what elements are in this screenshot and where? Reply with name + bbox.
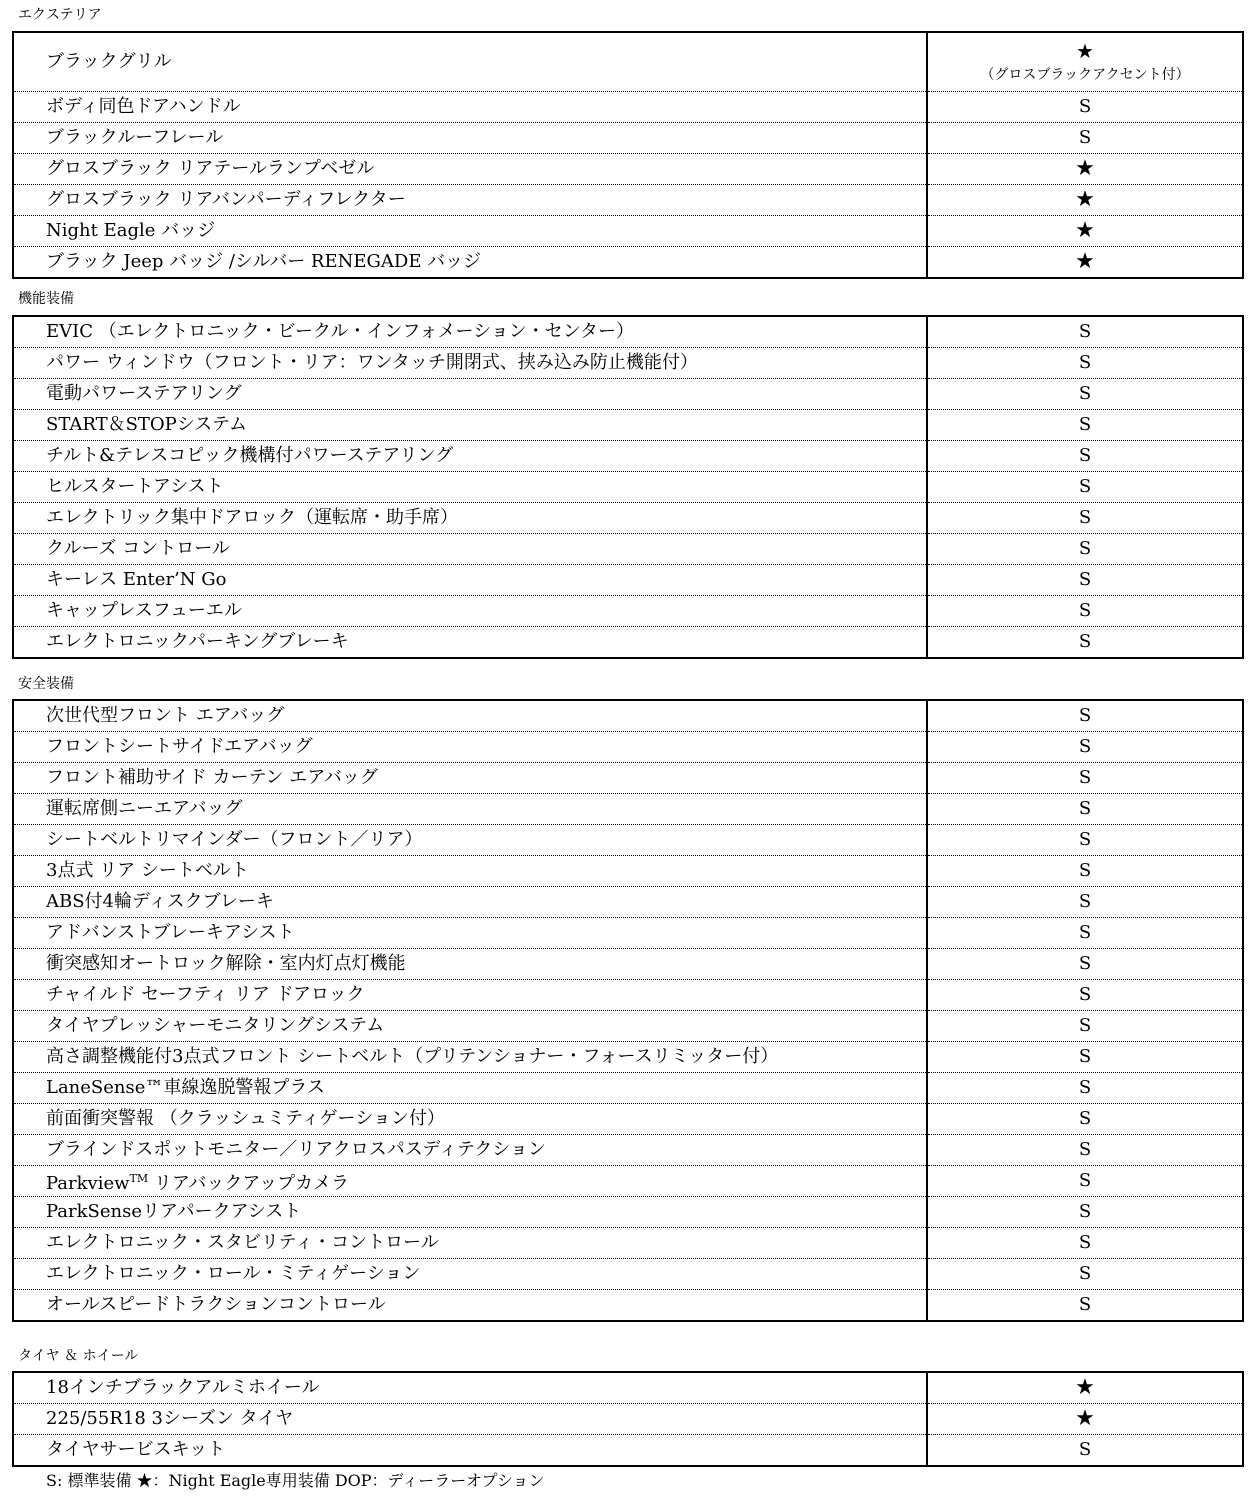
table-row xyxy=(13,379,1243,410)
feature-label: ブラック Jeep バッジ /シルバー RENEGADE バッジ xyxy=(13,247,927,279)
feature-label: キーレス Enter’N Go xyxy=(13,565,927,596)
feature-mark: S xyxy=(927,980,1243,1011)
section-title-safety: 安全装備 xyxy=(18,676,74,692)
table-row xyxy=(13,980,1243,1011)
exterior-table xyxy=(12,31,1244,279)
table-row xyxy=(13,1404,1243,1435)
feature-label: 運転席側ニーエアバッグ xyxy=(13,794,927,825)
feature-mark: S xyxy=(927,1228,1243,1259)
feature-mark: S xyxy=(927,472,1243,503)
feature-mark: S xyxy=(927,534,1243,565)
table-row xyxy=(13,1166,1243,1197)
feature-label: フロントシートサイドエアバッグ xyxy=(13,732,927,763)
feature-mark: S xyxy=(1078,1294,1092,1315)
feature-label: エレクトリック集中ドアロック（運転席・助手席） xyxy=(13,503,927,534)
table-row xyxy=(13,185,1243,216)
table-row xyxy=(13,1104,1243,1135)
feature-mark: S xyxy=(927,856,1243,887)
table-row xyxy=(13,1435,1243,1467)
table-row xyxy=(13,92,1243,123)
feature-label: エレクトロニック・スタビリティ・コントロール xyxy=(13,1228,927,1259)
feature-mark: S xyxy=(927,700,1243,732)
feature-mark: S xyxy=(927,316,1243,348)
table-row xyxy=(13,503,1243,534)
feature-label: シートベルトリマインダー（フロント／リア） xyxy=(13,825,927,856)
table-row xyxy=(13,441,1243,472)
table-row xyxy=(13,763,1243,794)
feature-label: タイヤサービスキット xyxy=(13,1435,927,1467)
feature-label: ABS付4輪ディスクブレーキ xyxy=(13,887,927,918)
feature-mark: S xyxy=(927,565,1243,596)
feature-mark: S xyxy=(927,732,1243,763)
table-row xyxy=(13,216,1243,247)
feature-mark: S xyxy=(927,794,1243,825)
table-row xyxy=(13,1073,1243,1104)
table-row xyxy=(13,918,1243,949)
table-row xyxy=(13,1228,1243,1259)
feature-mark: S xyxy=(927,1042,1243,1073)
feature-mark: ★ xyxy=(927,1372,1243,1404)
table-row xyxy=(13,700,1243,732)
tires-wheels-table xyxy=(12,1371,1244,1467)
feature-label-main: Parkview xyxy=(46,1172,130,1194)
feature-mark: S xyxy=(927,1166,1243,1197)
functional-table xyxy=(12,315,1244,659)
table-row xyxy=(13,348,1243,379)
table-row xyxy=(13,1011,1243,1042)
star-mark: ★ xyxy=(1076,39,1094,63)
feature-mark: ★ xyxy=(927,185,1243,216)
feature-mark: ★ xyxy=(927,216,1243,247)
legend: S: 標準装備 ★：Night Eagle専用装備 DOP：ディーラーオプション xyxy=(46,1471,545,1490)
feature-label: ボディ同色ドアハンドル xyxy=(13,92,927,123)
table-row xyxy=(13,856,1243,887)
feature-label: パワー ウィンドウ（フロント・リア：ワンタッチ開閉式、挟み込み防止機能付） xyxy=(13,348,927,379)
feature-mark: S xyxy=(927,410,1243,441)
section-title-functional: 機能装備 xyxy=(18,291,74,307)
feature-label: キャップレスフューエル xyxy=(13,596,927,627)
feature-mark: S xyxy=(927,441,1243,472)
table-row xyxy=(13,825,1243,856)
section-title-tires-wheels: タイヤ ＆ ホイール xyxy=(18,1348,139,1364)
table-row xyxy=(13,123,1243,154)
table-row xyxy=(13,316,1243,348)
table-row xyxy=(13,627,1243,659)
table-row xyxy=(13,32,1243,92)
mark-note: （グロスブラックアクセント付） xyxy=(980,67,1190,83)
table-row xyxy=(13,732,1243,763)
feature-label: オールスピードトラクションコントロール xyxy=(13,1290,927,1322)
feature-label: 前面衝突警報 （クラッシュミティゲーション付） xyxy=(13,1104,927,1135)
feature-label: 高さ調整機能付3点式フロント シートベルト（プリテンショナー・フォースリミッター付） xyxy=(13,1042,927,1073)
feature-label: EVIC （エレクトロニック・ビークル・インフォメーション・センター） xyxy=(13,316,927,348)
feature-mark: S xyxy=(1078,631,1092,652)
table-row xyxy=(13,1135,1243,1166)
feature-mark: S xyxy=(927,1073,1243,1104)
feature-mark: S xyxy=(927,503,1243,534)
feature-mark: S xyxy=(927,918,1243,949)
feature-mark: S xyxy=(927,763,1243,794)
table-row xyxy=(13,1372,1243,1404)
table-row xyxy=(13,410,1243,441)
feature-label xyxy=(13,1166,927,1197)
table-row xyxy=(13,565,1243,596)
feature-mark: S xyxy=(927,348,1243,379)
trademark-superscript: TM xyxy=(129,1171,149,1185)
feature-label: START＆STOPシステム xyxy=(13,410,927,441)
feature-label: 衝突感知オートロック解除・室内灯点灯機能 xyxy=(13,949,927,980)
table-row xyxy=(13,154,1243,185)
feature-label: アドバンストブレーキアシスト xyxy=(13,918,927,949)
feature-mark: S xyxy=(927,596,1243,627)
table-row xyxy=(13,1259,1243,1290)
safety-table xyxy=(12,699,1244,1322)
feature-mark: S xyxy=(927,92,1243,123)
feature-label: チャイルド セーフティ リア ドアロック xyxy=(13,980,927,1011)
feature-label: グロスブラック リアテールランプベゼル xyxy=(13,154,927,185)
feature-mark: S xyxy=(927,949,1243,980)
table-row xyxy=(13,247,1243,279)
feature-label: LaneSense™車線逸脱警報プラス xyxy=(13,1073,927,1104)
table-row xyxy=(13,596,1243,627)
table-row xyxy=(13,1290,1243,1322)
feature-label: ブラインドスポットモニター／リアクロスパスディテクション xyxy=(13,1135,927,1166)
table-row xyxy=(13,1197,1243,1228)
feature-label: クルーズ コントロール xyxy=(13,534,927,565)
table-row xyxy=(13,887,1243,918)
feature-mark: S xyxy=(927,1011,1243,1042)
table-row xyxy=(13,949,1243,980)
feature-label: ブラックルーフレール xyxy=(13,123,927,154)
feature-mark: S xyxy=(927,825,1243,856)
feature-label: エレクトロニックパーキングブレーキ xyxy=(13,627,927,659)
feature-mark: ★ xyxy=(927,154,1243,185)
table-row xyxy=(13,472,1243,503)
feature-label: ブラックグリル xyxy=(13,32,927,92)
table-row xyxy=(13,1042,1243,1073)
feature-mark: S xyxy=(927,123,1243,154)
section-title-exterior: エクステリア xyxy=(18,7,102,23)
feature-label: タイヤプレッシャーモニタリングシステム xyxy=(13,1011,927,1042)
feature-mark xyxy=(927,32,1243,92)
table-row xyxy=(13,534,1243,565)
feature-label: チルト&テレスコピック機構付パワーステアリング xyxy=(13,441,927,472)
feature-label: 18インチブラックアルミホイール xyxy=(13,1372,927,1404)
table-row xyxy=(13,794,1243,825)
feature-label-after: リアバックアップカメラ xyxy=(148,1172,349,1194)
feature-label: ParkSenseリアパークアシスト xyxy=(13,1197,927,1228)
feature-mark: ★ xyxy=(1075,249,1095,274)
feature-label: 電動パワーステアリング xyxy=(13,379,927,410)
feature-label: ヒルスタートアシスト xyxy=(13,472,927,503)
feature-mark: S xyxy=(927,1259,1243,1290)
feature-label: 3点式 リア シートベルト xyxy=(13,856,927,887)
feature-mark: S xyxy=(927,1135,1243,1166)
feature-label: グロスブラック リアバンパーディフレクター xyxy=(13,185,927,216)
feature-mark: S xyxy=(927,379,1243,410)
feature-label: Night Eagle バッジ xyxy=(13,216,927,247)
feature-label: エレクトロニック・ロール・ミティゲーション xyxy=(13,1259,927,1290)
feature-mark: S xyxy=(927,1197,1243,1228)
feature-mark: ★ xyxy=(927,1404,1243,1435)
feature-label: 225/55R18 3シーズン タイヤ xyxy=(13,1404,927,1435)
feature-label: フロント補助サイド カーテン エアバッグ xyxy=(13,763,927,794)
feature-label: 次世代型フロント エアバッグ xyxy=(13,700,927,732)
feature-mark: S xyxy=(1078,1439,1092,1460)
feature-mark: S xyxy=(927,887,1243,918)
feature-mark: S xyxy=(927,1104,1243,1135)
